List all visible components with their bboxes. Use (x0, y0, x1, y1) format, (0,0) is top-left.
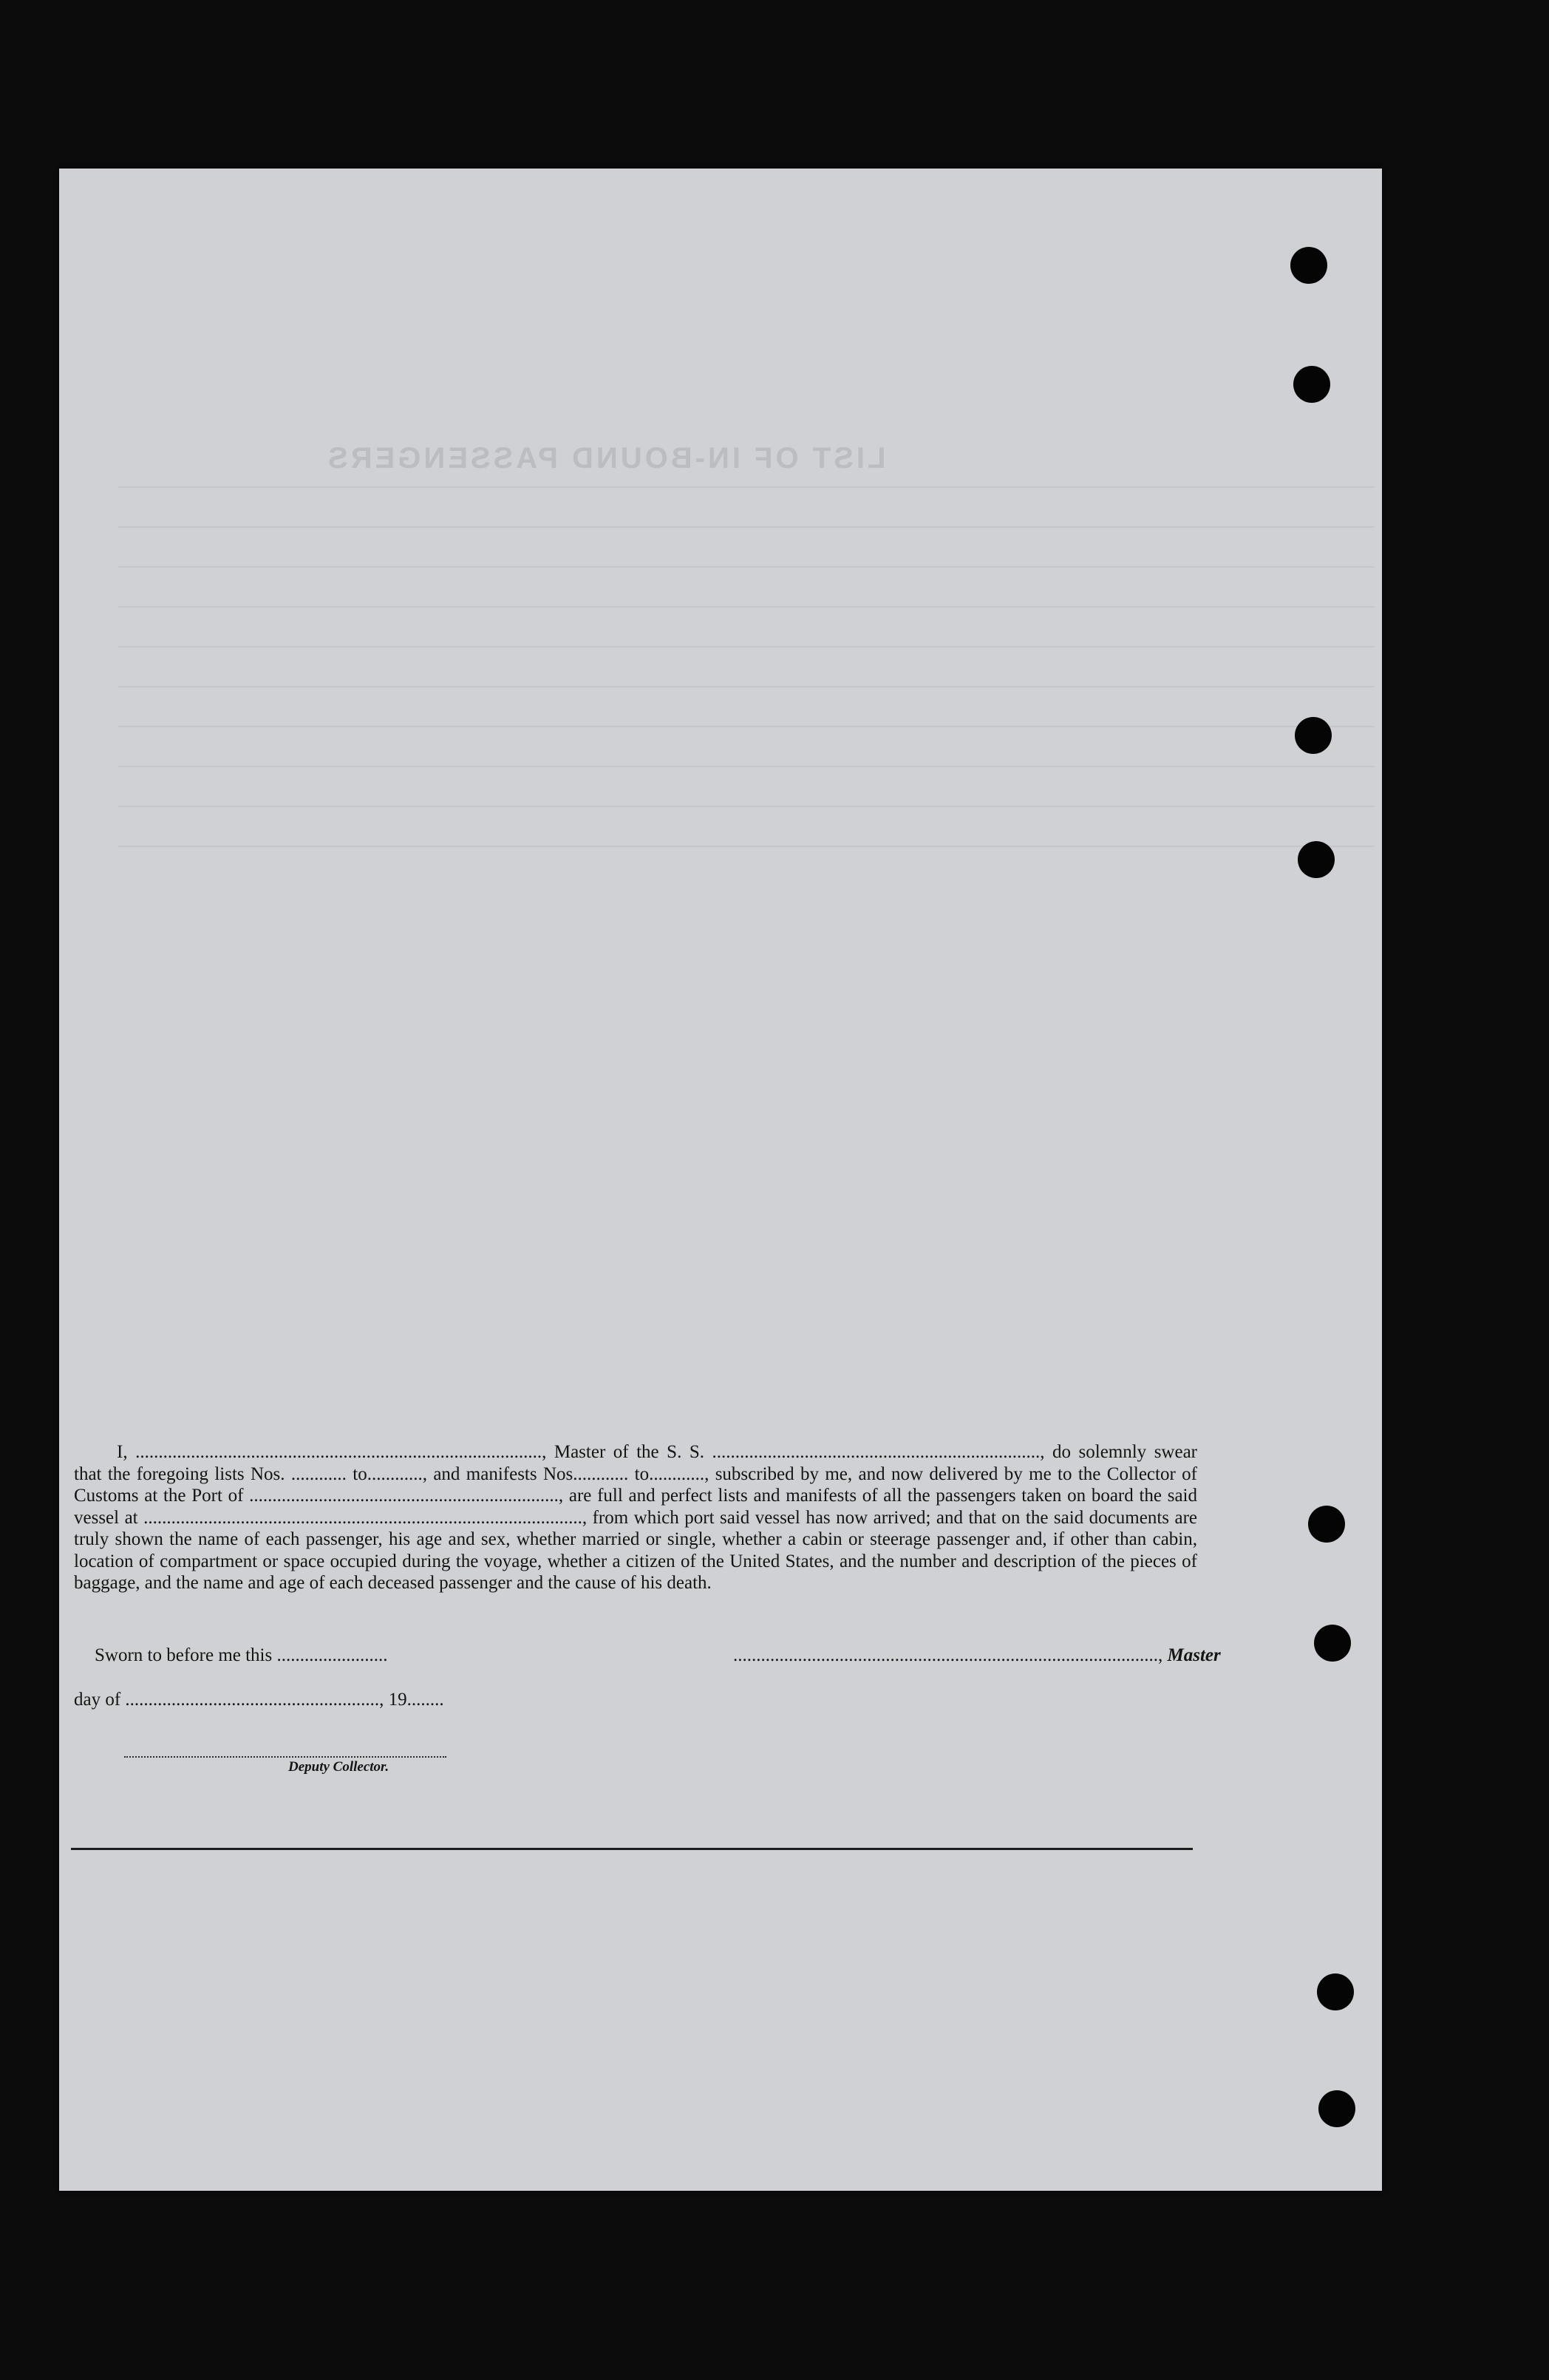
sworn-label: Sworn to before me this (95, 1645, 273, 1665)
punch-hole-icon (1318, 2090, 1355, 2127)
punch-hole-icon (1314, 1625, 1351, 1662)
oath-text (74, 1441, 1197, 1594)
bleed-through-title: LIST OF IN-BOUND PASSENGERS (325, 442, 886, 475)
master-dots: ............................................................................................, (733, 1645, 1163, 1665)
master-signature-line (733, 1645, 1221, 1666)
bleed-through-lines (118, 486, 1375, 900)
bottom-rule (71, 1848, 1193, 1850)
sworn-dots: ........................ (276, 1645, 388, 1665)
punch-hole-icon (1295, 717, 1332, 754)
day-line (74, 1690, 444, 1710)
sworn-line (95, 1645, 387, 1666)
punch-hole-icon (1293, 366, 1330, 403)
day-dots: ......................................................., (125, 1690, 384, 1710)
master-label: Master (1167, 1645, 1221, 1665)
deputy-signature-line (124, 1756, 446, 1758)
punch-hole-icon (1298, 841, 1335, 878)
punch-hole-icon (1317, 1973, 1354, 2010)
manifest-page (59, 169, 1382, 2191)
punch-hole-icon (1308, 1506, 1345, 1543)
deputy-collector-label: Deputy Collector. (288, 1759, 389, 1775)
day-label: day of (74, 1690, 121, 1710)
year-prefix: 19 (388, 1690, 407, 1710)
punch-hole-icon (1290, 247, 1327, 284)
oath-paragraph: I, ........................................................................................, Master of the S. S. ......................................................................., do solemnly swear that the foregoing lists Nos. ............ to............, and manifests Nos............ to............, subscribed by me, and now delivered by me to the Collector of Customs at the Port of ..................................................................., are full and perfect lists and manifests of all the passengers taken on board the said vessel at ..............................................................................................., from which port said vessel has now arrived; and that on the said documents are truly shown the name of each passenger, his age and sex, whether married or single, whether a cabin or steerage passenger and, if other than cabin, location of compartment or space occupied during the voyage, whether a citizen of the United States, and the number and description of the pieces of baggage, and the name and age of each deceased passenger and the cause of his death. (74, 1442, 1197, 1593)
year-dots: ........ (406, 1690, 444, 1710)
